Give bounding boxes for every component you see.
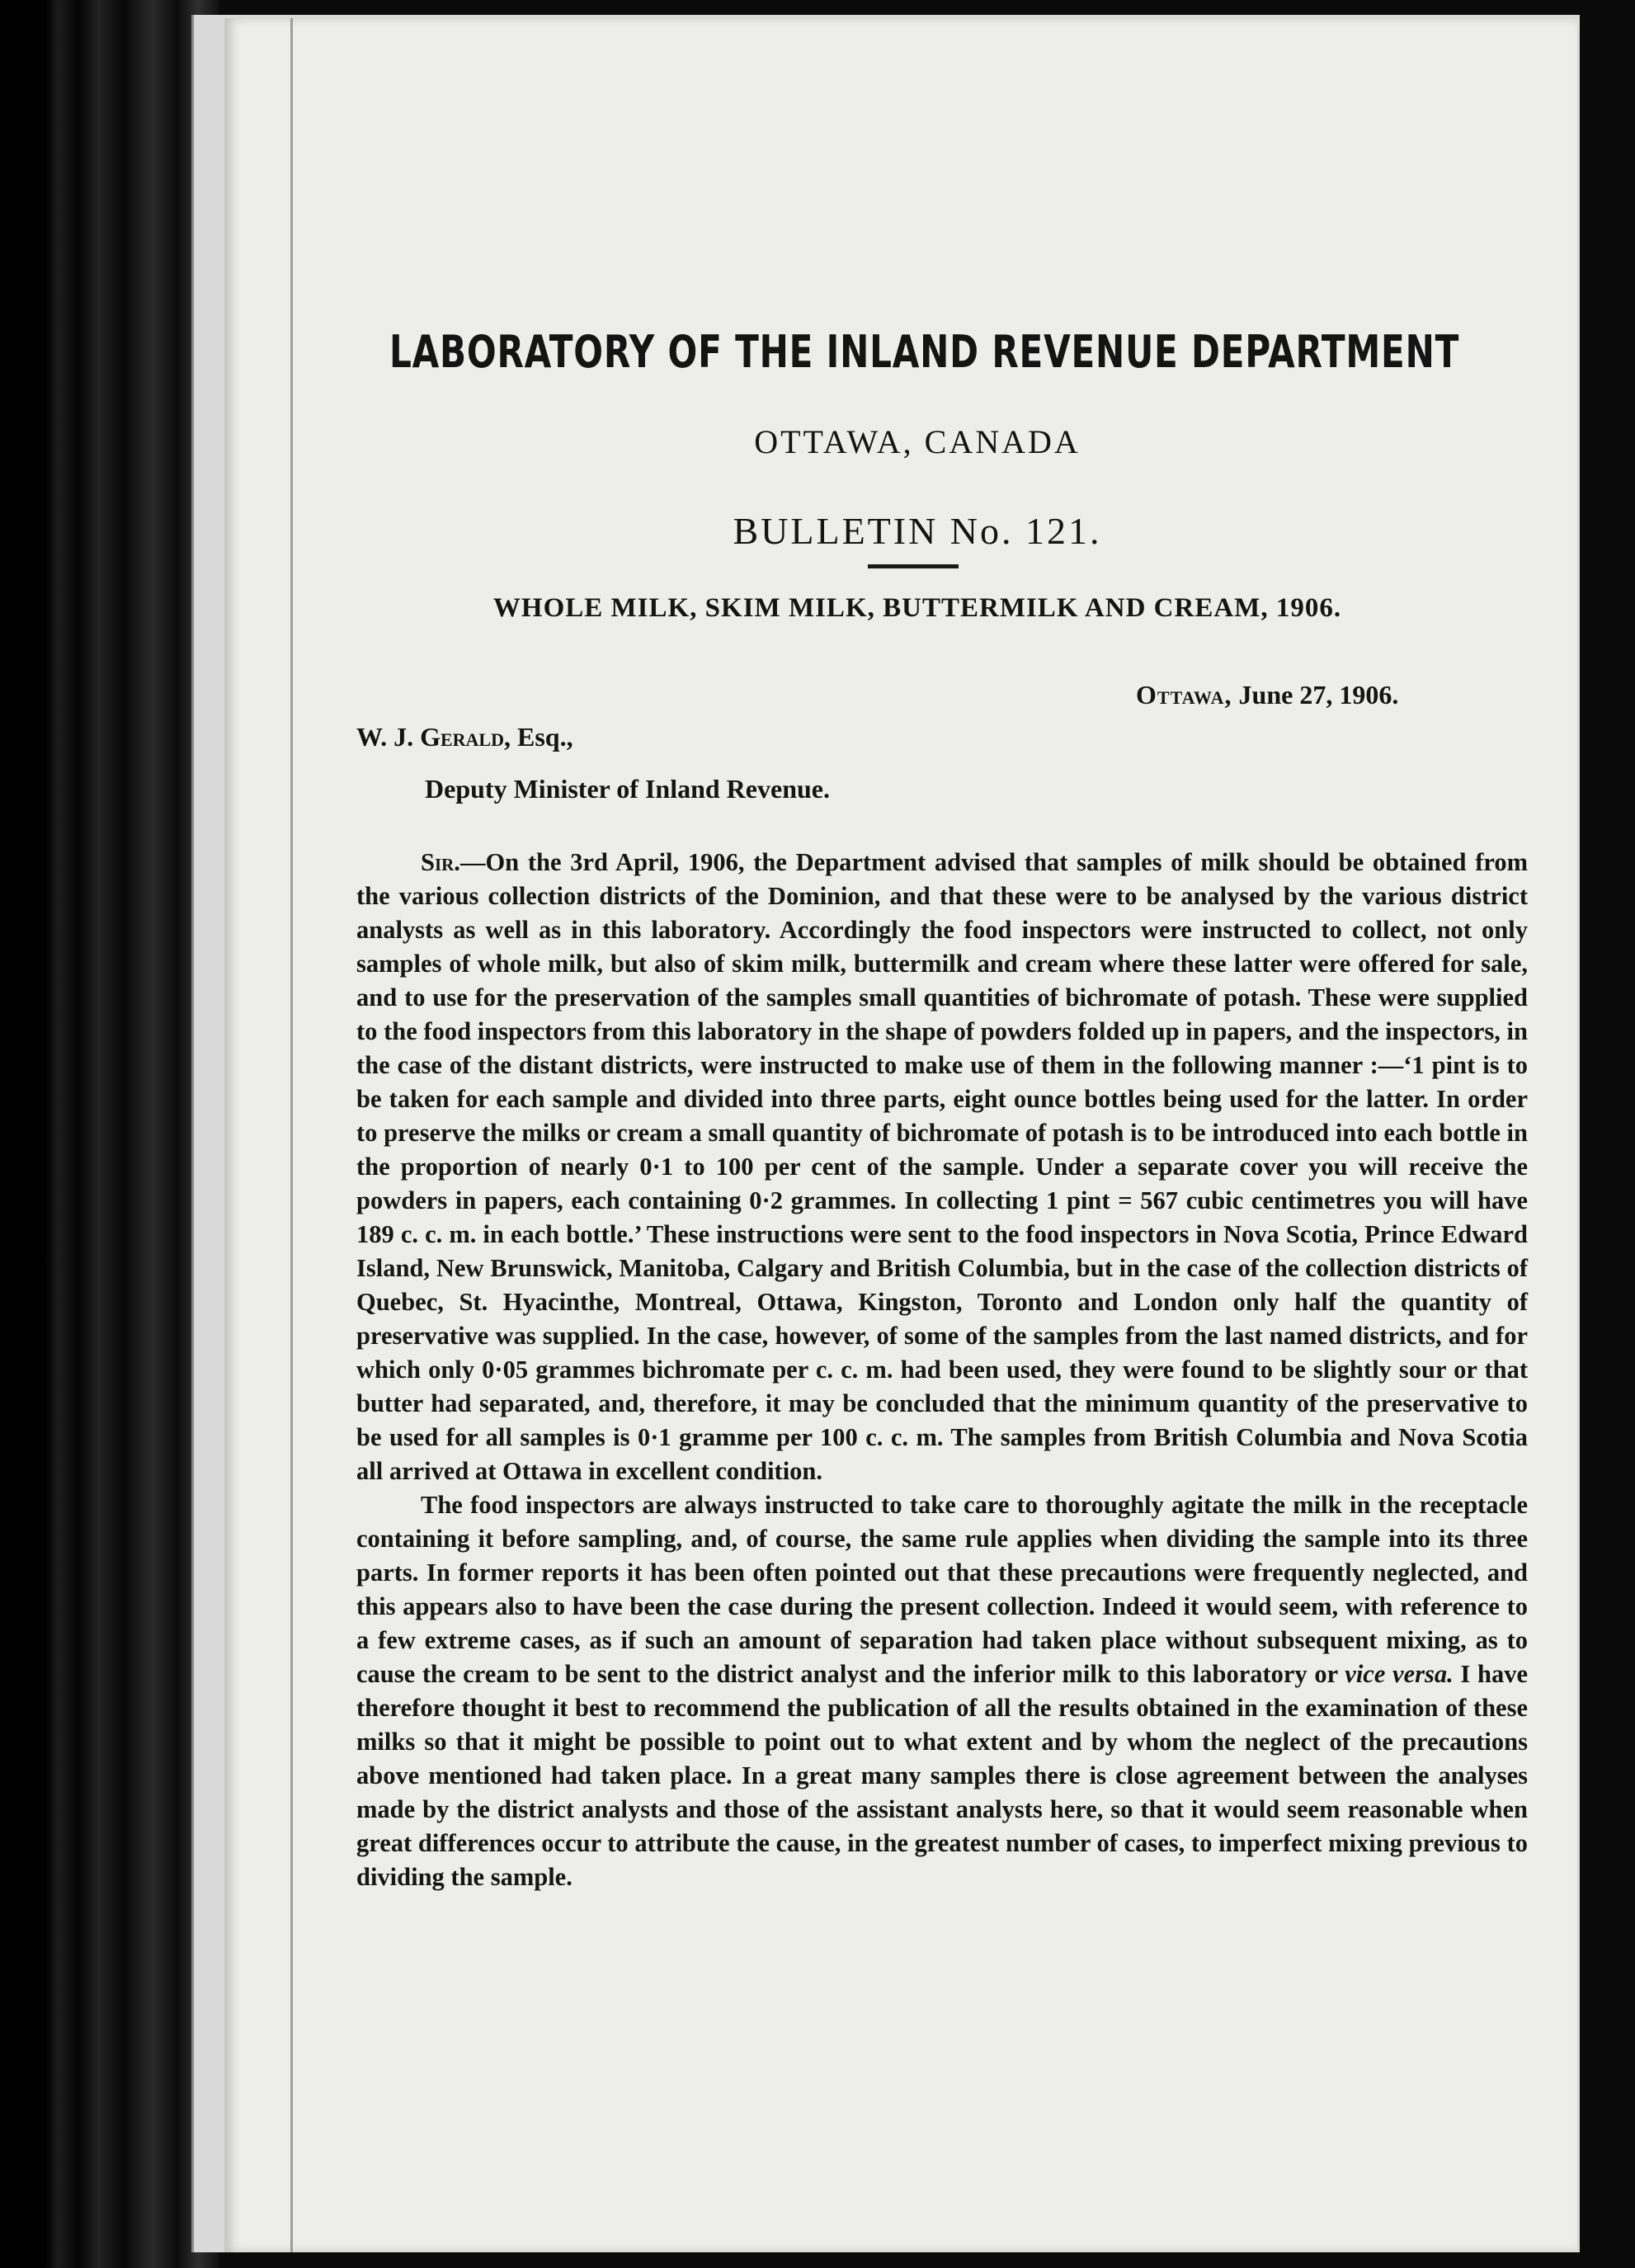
paragraph-2-italic: vice versa. [1345,1660,1454,1688]
paragraph-1 [356,846,1528,1488]
page-content [356,315,1577,1894]
location-subtitle: OTTAWA, CANADA [754,423,1081,460]
letter-addressee [356,722,1577,752]
paragraph-2-text-a: The food inspectors are always instructed to take care to thoroughly agitate the milk in the receptacle containing it before sampling, and, of course, the same rule applies when dividing the sample into its three parts. In former reports it has been often pointed out that these precautions were frequently neglected, and this appears also to have been the case during the present collection. Indeed it would seem, with reference to a few extreme cases, as if such an amount of separation had taken place without subsequent mixing, as to cause the cream to be sent to the district analyst and the inferior milk to this laboratory or [356,1491,1528,1688]
dateline-place: Ottawa, [1136,680,1232,710]
paragraph-1-text: —On the 3rd April, 1906, the Department advised that samples of milk should be obtained from the various collection districts of the Dominion, and that these were to be analysed by the various district analysts as well as in this laboratory. Accordingly the food inspectors were instructed to collect, not only samples of whole milk, but also of skim milk, buttermilk and cream where these latter were offered for sale, and to use for the preservation of the samples small quantities of bichromate of potash. These were supplied to the food inspectors from this laboratory in the shape of powders folded up in papers, and the inspectors, in the case of the distant districts, were instructed to make use of them in the following manner :—‘1 pint is to be taken for each sample and divided into three parts, eight ounce bottles being used for the latter. In order to preserve the milks or cream a small quantity of bichromate of potash is to be introduced into each bottle in the proportion of nearly 0·1 to 100 per cent of the sample. Under a separate cover you will receive the powders in papers, each containing 0·2 grammes. In collecting 1 pint = 567 cubic centimetres you will have 189 c. c. m. in each bottle.’ These instructions were sent to the food inspectors in Nova Scotia, Prince Edward Island, New Brunswick, Manitoba, Calgary and British Columbia, but in the case of the collection districts of Quebec, St. Hyacinthe, Montreal, Ottawa, Kingston, Toronto and London only half the quantity of preservative was supplied. In the case, however, of some of the samples from the last named districts, and for which only 0·05 grammes bichromate per c. c. m. had been used, they were found to be slightly sour or that butter had separated, and, therefore, it may be concluded that the minimum quantity of the preservative to be used for all samples is 0·1 gramme per 100 c. c. m. The samples from British Columbia and Nova Scotia all arrived at Ottawa in excellent condition. [356,848,1528,1485]
addressee-surname: Gerald, [420,722,511,752]
book-binding-edge [0,0,219,2268]
addressee-suffix: Esq., [510,722,573,752]
paragraph-2 [356,1488,1528,1894]
bulletin-number: BULLETIN No. 121. [733,510,1102,552]
letter-body [356,846,1528,1894]
title-divider [868,564,959,568]
dateline-date: June 27, 1906. [1232,680,1399,710]
paragraph-2-text-b: I have therefore thought it best to recommend the publication of all the results obtained in the examination of these milks so that it might be possible to point out to what extent and by whom the neglect of the precautions above mentioned had taken place. In a great many samples there is close agreement between the analyses made by the district analysts and those of the assistant analysts here, so that it would seem reasonable when great differences occur to attribute the cause, in the greatest number of cases, to imperfect mixing previous to dividing the sample. [356,1660,1528,1891]
section-heading: WHOLE MILK, SKIM MILK, BUTTERMILK AND CREAM, 1906. [492,593,1342,623]
addressee-initials: W. J. [356,722,421,752]
salutation: Sir. [421,848,460,876]
document-title: LABORATORY OF THE INLAND REVENUE DEPARTMENT [389,326,1460,378]
page-gutter-line [290,18,293,2252]
letter-dateline [1136,680,1577,710]
addressee-title: Deputy Minister of Inland Revenue. [425,774,830,804]
document-page [224,18,1577,2252]
